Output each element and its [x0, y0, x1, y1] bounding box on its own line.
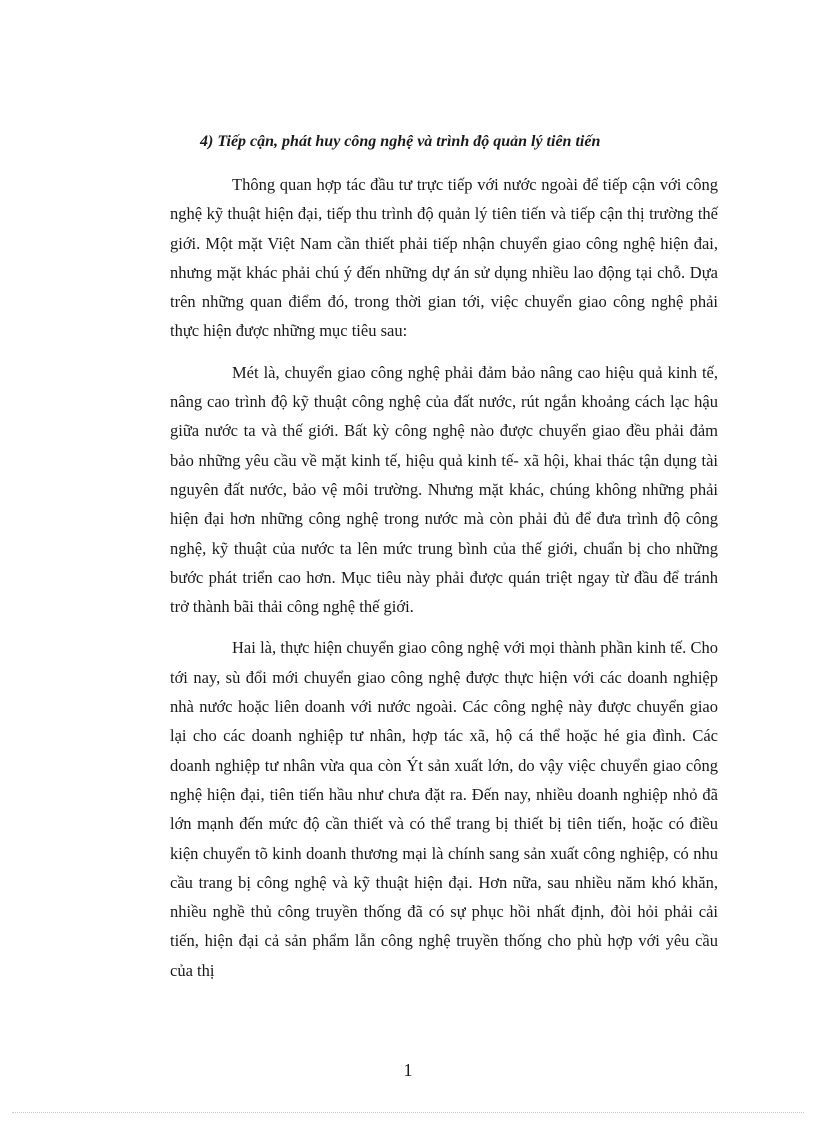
body-text [170, 170, 718, 997]
section-heading: 4) Tiếp cận, phát huy công nghệ và trình độ quản lý tiên tiến [200, 133, 601, 150]
page-number: 1 [403, 1060, 413, 1080]
paragraph-first-goal: Mét là, chuyển giao công nghệ phải đảm bảo nâng cao hiệu quả kinh tế, nâng cao trình độ kỹ thuật công nghệ của đất nước, rút ngắn khoảng cách lạc hậu giữa nước ta và thế giới. Bất kỳ công nghệ nào được chuyển giao đều phải đảm bảo những yêu cầu về mặt kinh tế, hiệu quả kinh tế- xã hội, khai thác tận dụng tài nguyên đất nước, bảo vệ môi trường. Nhưng mặt khác, chúng không những phải hiện đại hơn những công nghệ trong nước mà còn phải đủ để đưa trình độ công nghệ, kỹ thuật của nước ta lên mức trung bình của thế giới, chuẩn bị cho những bước phát triển cao hơn. Mục tiêu này phải được quán triệt ngay từ đầu để tránh trở thành bãi thải công nghệ thế giới. [170, 362, 718, 617]
page-bottom-divider [12, 1112, 804, 1113]
paragraph-intro: Thông quan hợp tác đầu tư trực tiếp với nước ngoài để tiếp cận với công nghệ kỹ thuật hiện đại, tiếp thu trình độ quản lý tiên tiến và tiếp cận thị trường thế giới. Một mặt Việt Nam cần thiết phải tiếp nhận chuyển giao công nghệ hiện đai, nhưng mặt khác phải chú ý đến những dự án sử dụng nhiều lao động tại chỗ. Dựa trên những quan điểm đó, trong thời gian tới, việc chuyển giao công nghệ phải thực hiện được những mục tiêu sau: [170, 175, 718, 341]
paragraph-second-goal: Hai là, thực hiện chuyển giao công nghệ với mọi thành phần kinh tế. Cho tới nay, sù đổi mới chuyển giao công nghệ được thực hiện với các doanh nghiệp nhà nước hoặc liên doanh với nước ngoài. Các công nghệ này được chuyển giao lại cho các doanh nghiệp tư nhân, hợp tác xã, hộ cá thể hoặc hé gia đình. Các doanh nghiệp tư nhân vừa qua còn Ýt sản xuất lớn, do vậy việc chuyển giao công nghệ hiện đại, tiên tiến hầu như chưa đặt ra. Đến nay, nhiều doanh nghiệp nhỏ đã lớn mạnh đến mức độ cần thiết và có thể trang bị thiết bị tiên tiến, hoặc có điều kiện chuyển tõ kinh doanh thương mại là chính sang sản xuất công nghiệp, có nhu cầu trang bị công nghệ và kỹ thuật hiện đại. Hơn nữa, sau nhiều năm khó khăn, nhiều nghề thủ công truyền thống đã có sự phục hồi nhất định, đòi hỏi phải cải tiến, hiện đại cả sản phẩm lẫn công nghệ truyền thống cho phù hợp với yêu cầu của thị [170, 638, 718, 980]
